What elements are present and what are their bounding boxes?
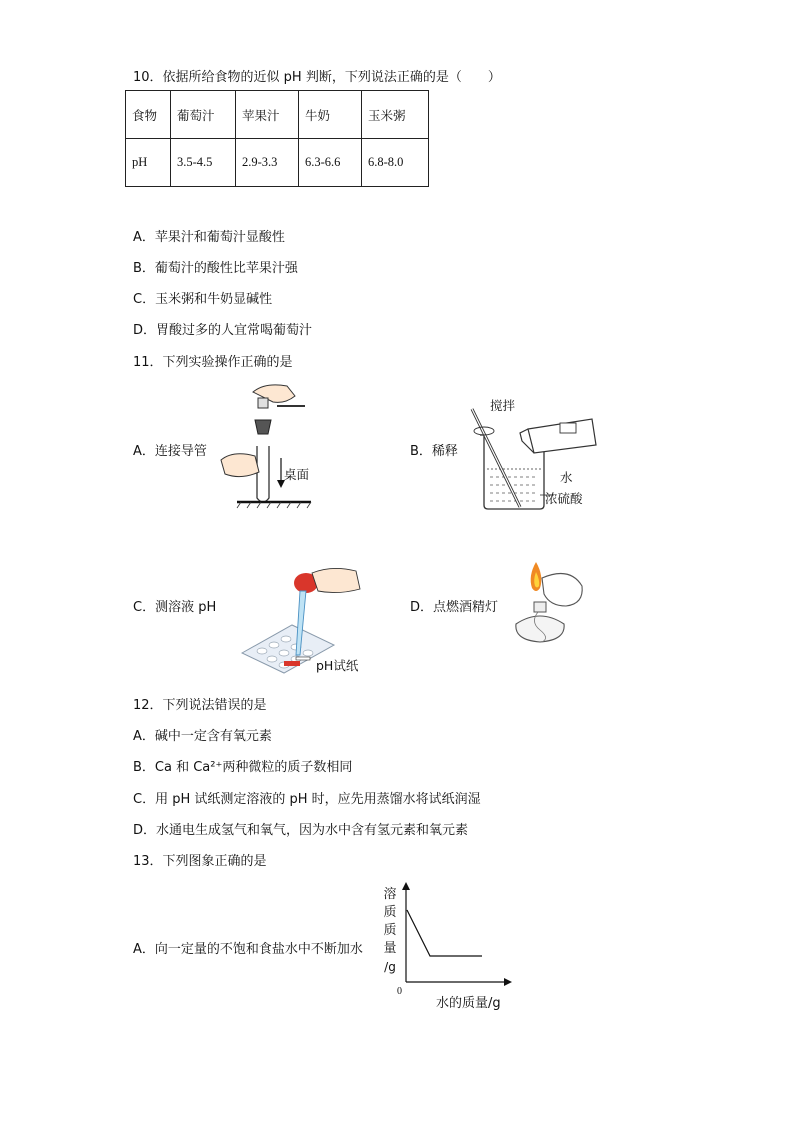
acid-label: 浓硫酸 — [545, 491, 583, 506]
q10-option-b: B．葡萄汁的酸性比苹果汁强 — [133, 261, 298, 276]
table-cell: 玉米粥 — [362, 91, 429, 139]
q11-option-d: D．点燃酒精灯 — [410, 600, 499, 615]
desk-label: 桌面 — [284, 467, 310, 482]
lamp-icon — [516, 616, 564, 642]
graph-axes — [398, 880, 518, 990]
y-label-char: 量 — [383, 941, 397, 956]
q12-option-c: C．用 pH 试纸测定溶液的 pH 时，应先用蒸馏水将试纸润湿 — [133, 792, 481, 807]
stopper-icon — [255, 420, 271, 434]
q13-stem: 13．下列图象正确的是 — [133, 854, 267, 869]
q10-option-d: D．胃酸过多的人宜常喝葡萄汁 — [133, 323, 313, 338]
hand-icon — [312, 568, 360, 592]
table-row — [126, 139, 429, 187]
q11-option-c: C．测溶液 pH — [133, 600, 217, 615]
x-axis-arrow-icon — [504, 978, 512, 986]
y-label-char: /g — [384, 960, 396, 974]
ph-table — [125, 90, 429, 187]
q12-option-d: D．水通电生成氢气和氧气，因为水中含有氢元素和氧元素 — [133, 823, 469, 838]
q13-option-a: A．向一定量的不饱和食盐水中不断加水 — [133, 942, 363, 957]
graph-x-label: 水的质量/g — [436, 996, 501, 1011]
y-label-char: 溶 — [383, 887, 397, 902]
connect-tube-illustration — [215, 380, 325, 510]
table-row — [126, 91, 429, 139]
y-label-char: 质 — [383, 905, 397, 920]
test-tube-icon — [257, 446, 269, 502]
table-cell: 苹果汁 — [236, 91, 299, 139]
graph-line — [407, 910, 482, 956]
y-label-char: 质 — [383, 923, 397, 938]
q11-option-a: A．连接导管 — [133, 444, 207, 459]
graph-origin: 0 — [397, 986, 402, 997]
q12-option-b: B．Ca 和 Ca²⁺两种微粒的质子数相同 — [133, 760, 353, 775]
alcohol-lamp-illustration — [500, 558, 590, 650]
ph-paper-label: pH试纸 — [316, 658, 359, 673]
lamp-cap-icon — [542, 574, 582, 607]
graph-y-label — [382, 886, 398, 976]
q10-option-a: A．苹果汁和葡萄汁显酸性 — [133, 230, 285, 245]
hand-icon — [221, 454, 259, 477]
q12-stem: 12．下列说法错误的是 — [133, 698, 267, 713]
table-cell: pH — [126, 139, 171, 187]
q11-stem: 11．下列实验操作正确的是 — [133, 355, 293, 370]
q11-option-b: B．稀释 — [410, 444, 458, 459]
table-cell: 葡萄汁 — [171, 91, 236, 139]
table-cell: 6.3-6.6 — [299, 139, 362, 187]
water-label: 水 — [560, 470, 573, 485]
y-axis-arrow-icon — [402, 882, 410, 890]
table-cell: 6.8-8.0 — [362, 139, 429, 187]
table-cell: 牛奶 — [299, 91, 362, 139]
q12-option-a: A．碱中一定含有氧元素 — [133, 729, 272, 744]
q10-option-c: C．玉米粥和牛奶显碱性 — [133, 292, 273, 307]
table-cell: 食物 — [126, 91, 171, 139]
table-cell: 3.5-4.5 — [171, 139, 236, 187]
stir-label: 搅拌 — [490, 398, 516, 413]
q10-stem: 10．依据所给食物的近似 pH 判断，下列说法正确的是（ ） — [133, 70, 501, 85]
table-cell: 2.9-3.3 — [236, 139, 299, 187]
